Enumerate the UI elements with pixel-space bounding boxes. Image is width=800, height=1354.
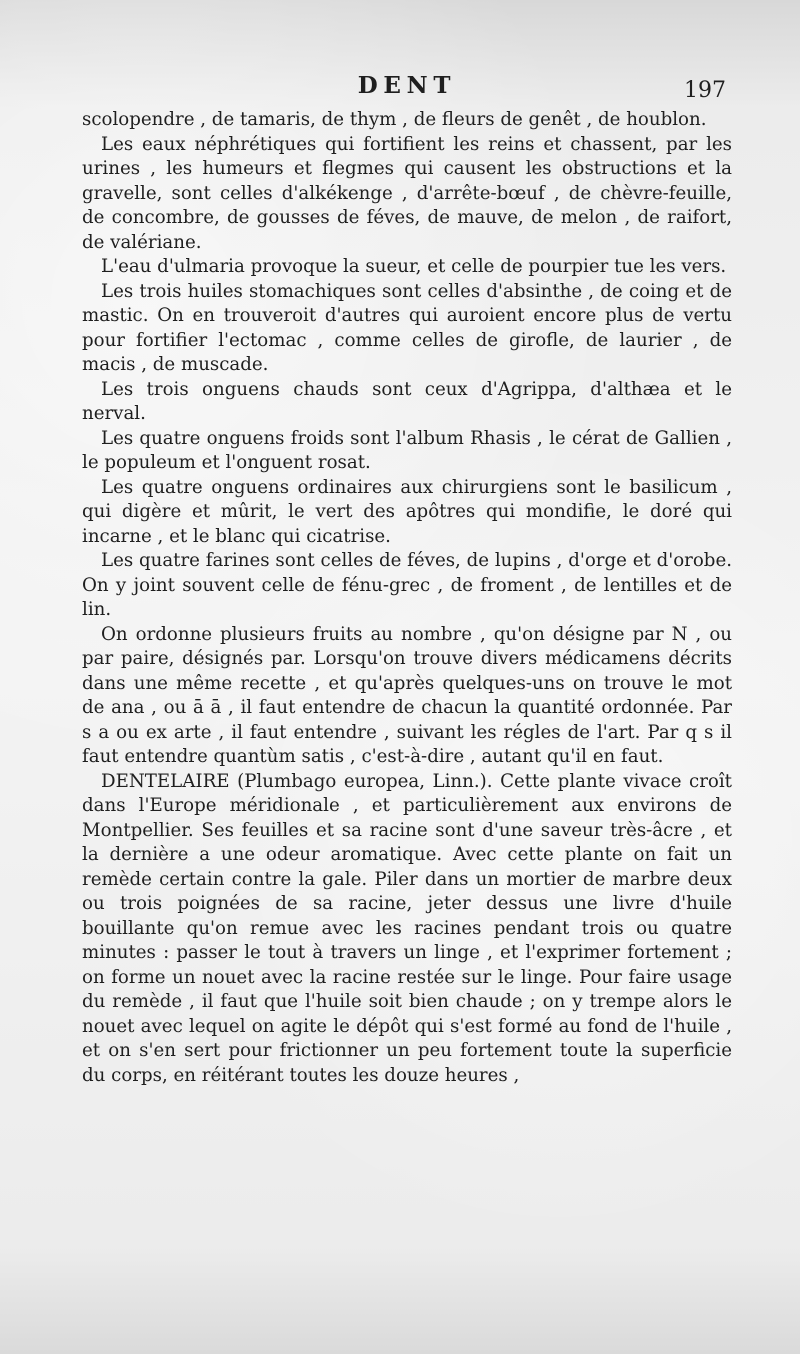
paragraph-3: L'eau d'ulmaria provoque la sueur, et celle de pourpier tue les vers. [101, 256, 727, 277]
paragraph-1: scolopendre , de tamaris, de thym , de fleurs de genêt , de houblon. [82, 109, 707, 130]
page-content [82, 108, 732, 1088]
page-number: 197 [684, 78, 726, 103]
paragraph-6: Les quatre onguens froids sont l'album Rhasis , le cérat de Gallien , le populeum et l'onguent rosat. [82, 427, 732, 473]
paragraph-4: Les trois huiles stomachiques sont celles d'absinthe , de coing et de mastic. On en trouveroit d'autres qui auroient encore plus de vertu pour fortifier l'ectomac , comme celles de girofle, de laurier , de macis , de muscade. [82, 280, 732, 375]
page-header [82, 72, 732, 106]
paragraph-8: Les quatre farines sont celles de féves, de lupins , d'orge et d'orobe. On y joint souvent celle de fénu-grec , de froment , de lentilles et de lin. [82, 550, 732, 620]
paragraph-2: Les eaux néphrétiques qui fortifient les reins et chassent, par les urines , les humeurs et flegmes qui causent les obstructions et la gravelle, sont celles d'alkékenge , d'arrête-bœuf , de chèvre-feuille, de concombre, de gousses de féves, de mauve, de melon , de raifort, de valériane. [82, 133, 732, 253]
paragraph-10: DENTELAIRE (Plumbago europea, Linn.). Cette plante vivace croît dans l'Europe méridionale , et particulièrement aux environs de Montpellier. Ses feuilles et sa racine sont d'une saveur très-âcre , et la dernière a une odeur aromatique. Avec cette plante on fait un remède certain contre la gale. Piler dans un mortier de marbre deux ou trois poignées de sa racine, jeter dessus une livre d'huile bouillante qu'on remue avec les racines pendant trois ou quatre minutes : passer le tout à travers un linge , et l'exprimer fortement ; on forme un nouet avec la racine restée sur le linge. Pour faire usage du remède , il faut que l'huile soit bien chaude ; on y trempe alors le nouet avec lequel on agite le dépôt qui s'est formé au fond de l'huile , et on s'en sert pour frictionner un peu fortement toute la superficie du corps, en réitérant toutes les douze heures , [82, 770, 732, 1086]
paragraph-5: Les trois onguens chauds sont ceux d'Agrippa, d'althæa et le nerval. [82, 378, 732, 424]
paragraph-7: Les quatre onguens ordinaires aux chirurgiens sont le basilicum , qui digère et mûrit, le vert des apôtres qui mondifie, le doré qui incarne , et le blanc qui cicatrise. [82, 476, 732, 547]
running-head: DENT [357, 72, 457, 99]
paragraph-9: On ordonne plusieurs fruits au nombre , qu'on désigne par N , ou par paire, désignés par. Lorsqu'on trouve divers médicamens décrits dans une même recette , et qu'après quelques-uns on trouve le mot de ana , ou ā ā , il faut entendre de chacun la quantité ordonnée. Par s a ou ex arte , il faut entendre , suivant les régles de l'art. Par q s il faut entendre quantùm satis , c'est-à-dire , autant qu'il en faut. [82, 623, 732, 767]
